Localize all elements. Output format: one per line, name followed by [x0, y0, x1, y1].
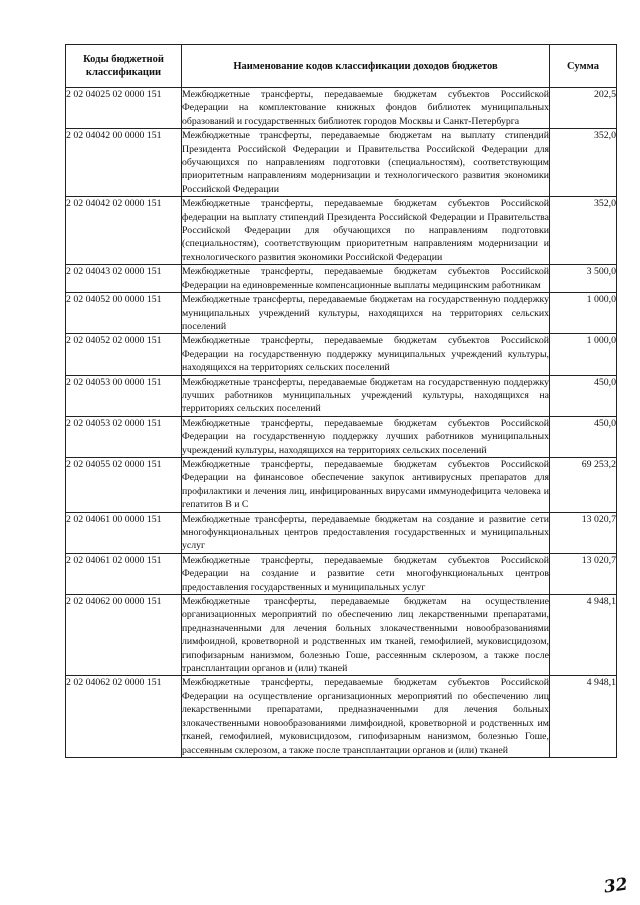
sum-cell: 450,0 [550, 416, 617, 457]
sum-cell: 69 253,2 [550, 457, 617, 512]
code-cell: 2 02 04062 00 0000 151 [66, 595, 182, 676]
code-cell: 2 02 04052 00 0000 151 [66, 293, 182, 334]
sum-cell: 352,0 [550, 129, 617, 197]
table-row [66, 375, 617, 416]
table-row [66, 512, 617, 553]
name-cell: Межбюджетные трансферты, передаваемые бюджетам субъектов Российской Федерации на создание и развитие сети многофункциональных центров предоставления государственных и муниципальных услуг [182, 554, 549, 593]
header-code: Коды бюджетной классификации [66, 45, 182, 88]
table-row [66, 197, 617, 265]
sum-cell: 4 948,1 [550, 676, 617, 757]
name-cell: Межбюджетные трансферты, передаваемые бюджетам на государственную поддержку муниципальных учреждений культуры, находящихся на территориях сельских поселений [182, 294, 549, 332]
name-cell: Межбюджетные трансферты, передаваемые бюджетам субъектов Российской Федерации на государственную поддержку муниципальных учреждений культуры, находящихся на территориях сельских поселений [182, 335, 549, 374]
name-cell: Межбюджетные трансферты, передаваемые бюджетам субъектов Российской Федерации на осуществление организационных мероприятий по обеспечению лиц лекарственными препаратами, предназначенными для лечения больных злокачественными новообразованиями лимфоидной, кроветворной и родственных им тканей, гемофилией, муковисцидозом, гипофизарным нанизмом, болезнью Гоше, рассеянным склерозом, а также после трансплантации органов и (или) тканей [182, 677, 549, 756]
name-cell: Межбюджетные трансферты, передаваемые бюджетам на выплату стипендий Президента Российской Федерации и Правительства Российской Федерации для обучающихся по направлениям подготовки (специальностям), соответствующим приоритетным направлениям модернизации и технологического развития экономики Российской Федерации [182, 130, 549, 195]
sum-cell: 1 000,0 [550, 293, 617, 334]
name-cell: Межбюджетные трансферты, передаваемые бюджетам субъектов Российской Федерации на комплектование книжных фондов библиотек муниципальных образований и государственных библиотек городов Москвы и Санкт-Петербурга [182, 89, 549, 127]
code-cell: 2 02 04055 02 0000 151 [66, 457, 182, 512]
name-cell: Межбюджетные трансферты, передаваемые бюджетам субъектов Российской федерации на выплату стипендий Президента Российской Федерации и Правительства Российской Федерации для обучающихся по направлениям подготовки (специальностям), соответствующим приоритетным направлениям модернизации и технологического развития экономики Российской Федерации [182, 198, 549, 263]
table-row [66, 553, 617, 594]
sum-cell: 1 000,0 [550, 334, 617, 375]
code-cell: 2 02 04061 02 0000 151 [66, 553, 182, 594]
table-row [66, 129, 617, 197]
sum-cell: 352,0 [550, 197, 617, 265]
header-name: Наименование кодов классификации доходов бюджетов [182, 45, 550, 88]
table-row [66, 88, 617, 129]
table-body [66, 88, 617, 758]
name-cell: Межбюджетные трансферты, передаваемые бюджетам на государственную поддержку лучших работников муниципальных учреждений культуры, находящихся на территориях сельских поселений [182, 376, 549, 415]
name-cell: Межбюджетные трансферты, передаваемые бюджетам на создание и развитие сети многофункциональных центров предоставления государственных и муниципальных услуг [182, 513, 549, 552]
table-header-row [66, 45, 617, 88]
header-sum: Сумма [550, 45, 617, 88]
table-row [66, 457, 617, 512]
budget-codes-table [65, 44, 617, 758]
code-cell: 2 02 04042 02 0000 151 [66, 197, 182, 265]
name-cell: Межбюджетные трансферты, передаваемые бюджетам на осуществление организационных мероприятий по обеспечению лиц лекарственными препаратами, предназначенными для лечения больных злокачественными новообразованиями лимфоидной, кроветворной и родственных им тканей, гемофилией, муковисцидозом, гипофизарным нанизмом, болезнью Гоше, рассеянным склерозом, а также после трансплантации органов и (или) тканей [182, 596, 549, 675]
name-cell: Межбюджетные трансферты, передаваемые бюджетам субъектов Российской Федерации на единовременные компенсационные выплаты медицинским работникам [182, 266, 549, 291]
sum-cell: 450,0 [550, 375, 617, 416]
sum-cell: 202,5 [550, 88, 617, 129]
code-cell: 2 02 04053 02 0000 151 [66, 416, 182, 457]
table-row [66, 293, 617, 334]
table-row [66, 416, 617, 457]
table-row [66, 595, 617, 676]
table-row [66, 334, 617, 375]
sum-cell: 3 500,0 [550, 265, 617, 293]
code-cell: 2 02 04043 02 0000 151 [66, 265, 182, 293]
sum-cell: 13 020,7 [550, 553, 617, 594]
sum-cell: 13 020,7 [550, 512, 617, 553]
code-cell: 2 02 04042 00 0000 151 [66, 129, 182, 197]
table-row [66, 265, 617, 293]
sum-cell: 4 948,1 [550, 595, 617, 676]
page-number: 32 [602, 874, 629, 898]
code-cell: 2 02 04025 02 0000 151 [66, 88, 182, 129]
table-row [66, 676, 617, 757]
code-cell: 2 02 04062 02 0000 151 [66, 676, 182, 757]
name-cell: Межбюджетные трансферты, передаваемые бюджетам субъектов Российской Федерации на государственную поддержку лучших работников муниципальных учреждений культуры, находящихся на территориях сельских поселений [182, 417, 549, 456]
code-cell: 2 02 04061 00 0000 151 [66, 512, 182, 553]
code-cell: 2 02 04053 00 0000 151 [66, 375, 182, 416]
code-cell: 2 02 04052 02 0000 151 [66, 334, 182, 375]
name-cell: Межбюджетные трансферты, передаваемые бюджетам субъектов Российской Федерации на финансовое обеспечение закупок антивирусных препаратов для профилактики и лечения лиц, инфицированных вирусами иммунодефицита человека и гепатитов В и С [182, 458, 549, 511]
